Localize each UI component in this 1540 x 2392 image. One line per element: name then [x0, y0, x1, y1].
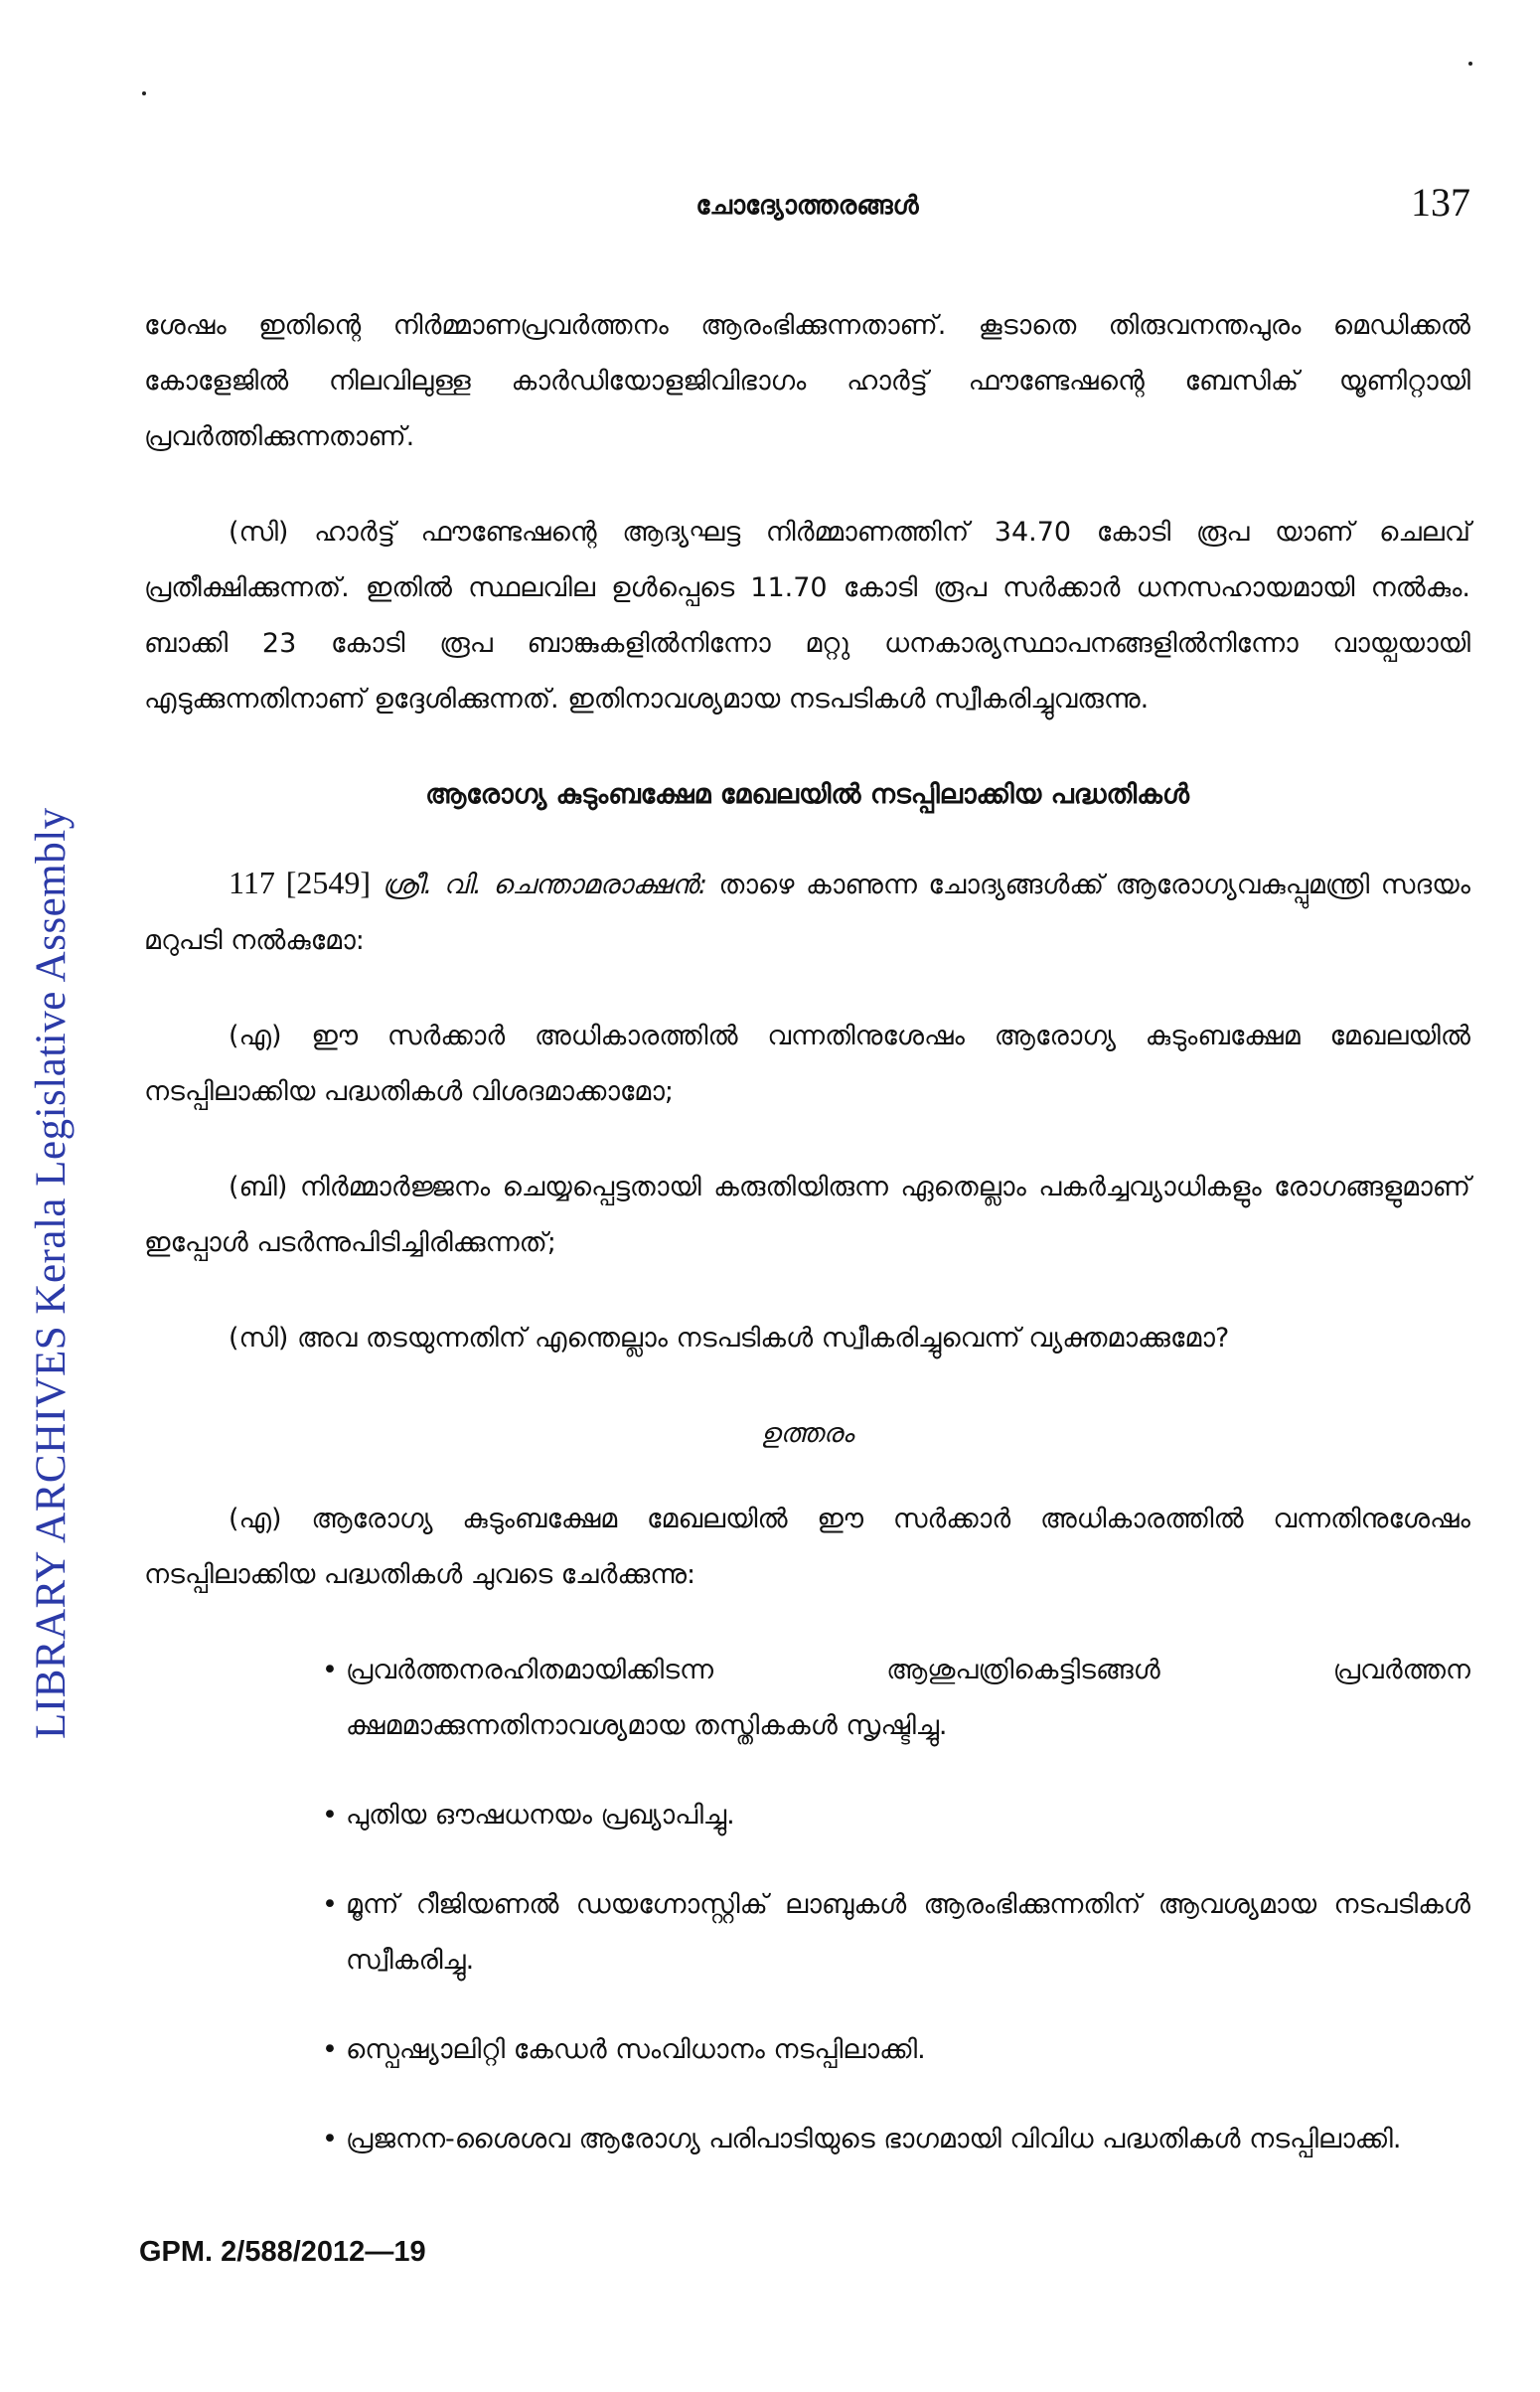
archive-watermark: LIBRARY ARCHIVES Kerala Legislative Assembly — [28, 807, 75, 1739]
list-item: • സ്പെഷ്യാലിറ്റി കേഡർ സംവിധാനം നടപ്പിലാക്കി. — [328, 2022, 1470, 2078]
question-c: (സി) അവ തടയുന്നതിന് എന്തെല്ലാം നടപടികൾ സ്വീകരിച്ചുവെന്ന് വ്യക്തമാക്കുമോ? — [229, 1323, 1230, 1354]
question-a: (എ) ഈ സർക്കാർ അധികാരത്തിൽ വന്നതിനുശേഷം ആരോഗ്യ കുടുംബക്ഷേമ മേഖലയിൽ നടപ്പിലാക്കിയ പദ്ധതികൾ വിശദമാക്കാമോ; — [144, 1021, 1470, 1107]
list-item: • മൂന്ന് റീജിയണൽ ഡയഗ്നോസ്റ്റിക് ലാബുകൾ ആരംഭിക്കുന്നതിന് ആവശ്യമായ നടപടികൾ സ്വീകരിച്ചു. — [328, 1877, 1470, 1989]
page-body — [144, 298, 1470, 2201]
footer-print-code: GPM. 2/588/2012—19 — [139, 2236, 426, 2268]
list-item: • പ്രജനന-ശൈശവ ആരോഗ്യ പരിപാടിയുടെ ഭാഗമായി വിവിധ പദ്ധതികൾ നടപ്പിലാക്കി. — [328, 2112, 1470, 2167]
answer-bullet-list — [144, 1643, 1470, 2167]
list-item: • പുതിയ ഔഷധനയം പ്രഖ്യാപിച്ചു. — [328, 1788, 1470, 1843]
paragraph-c: (സി) ഹാർട്ട് ഫൗണ്ടേഷന്റെ ആദ്യഘട്ട നിർമ്മാണത്തിന് 34.70 കോടി രൂപ യാണ് ചെലവ് പ്രതീക്ഷിക്കുന്നത്. ഇതിൽ സ്ഥലവില ഉൾപ്പെടെ 11.70 കോടി രൂപ സർക്കാർ ധനസഹായമായി നൽകും. ബാക്കി 23 കോടി രൂപ ബാങ്കുകളിൽനിന്നോ മറ്റു ധനകാര്യസ്ഥാപനങ്ങളിൽനിന്നോ വായ്പയായി എടുക്കുന്നതിനാണ് ഉദ്ദേശിക്കുന്നത്. ഇതിനാവശ്യമായ നടപടികൾ സ്വീകരിച്ചുവരുന്നു. — [144, 517, 1470, 715]
answer-a-intro: (എ) ആരോഗ്യ കുടുംബക്ഷേമ മേഖലയിൽ ഈ സർക്കാർ അധികാരത്തിൽ വന്നതിനുശേഷം നടപ്പിലാക്കിയ പദ്ധതികൾ ചുവടെ ചേർക്കുന്നു: — [144, 1504, 1470, 1590]
scan-speck — [142, 91, 146, 95]
question-number: 117 [2549] — [229, 865, 372, 900]
question-intro-text: താഴെ കാണുന്ന ചോദ്യങ്ങൾക്ക് ആരോഗ്യവകുപ്പുമന്ത്രി സദയം മറുപടി നൽകുമോ: — [144, 870, 1470, 956]
paragraph-continued: ശേഷം ഇതിന്റെ നിർമ്മാണപ്രവർത്തനം ആരംഭിക്കുന്നതാണ്. കൂടാതെ തിരുവനന്തപുരം മെഡിക്കൽ കോളേജിൽ നിലവിലുള്ള കാർഡിയോളജിവിഭാഗം ഹാർട്ട് ഫൗണ്ടേഷന്റെ ബേസിക് യൂണിറ്റായി പ്രവർത്തിക്കുന്നതാണ്. — [144, 310, 1470, 452]
list-item: • പ്രവർത്തനരഹിതമായിക്കിടന്ന ആശുപത്രികെട്ടിടങ്ങൾ പ്രവർത്തന ക്ഷമമാക്കുന്നതിനാവശ്യമായ തസ്തികകൾ സൃഷ്ടിച്ചു. — [328, 1643, 1470, 1754]
scan-speck — [1468, 62, 1472, 66]
question-b: (ബി) നിർമ്മാർജ്ജനം ചെയ്യപ്പെട്ടതായി കരുതിയിരുന്ന ഏതെല്ലാം പകർച്ചവ്യാധികളും രോഗങ്ങളുമാണ് ഇപ്പോൾ പടർന്നുപിടിച്ചിരിക്കുന്നത്; — [144, 1172, 1470, 1258]
question-member: ശ്രീ. വി. ചെന്താമരാക്ഷൻ: — [382, 870, 707, 900]
page-header — [144, 179, 1470, 239]
answer-heading: ഉത്തരം — [760, 1418, 854, 1449]
question-intro — [144, 855, 1470, 969]
page-title: ചോദ്യോത്തരങ്ങൾ — [695, 191, 919, 221]
section-heading: ആരോഗ്യ കുടുംബക്ഷേമ മേഖലയിൽ നടപ്പിലാക്കിയ പദ്ധതികൾ — [425, 779, 1189, 810]
page-number: 137 — [1411, 180, 1470, 225]
